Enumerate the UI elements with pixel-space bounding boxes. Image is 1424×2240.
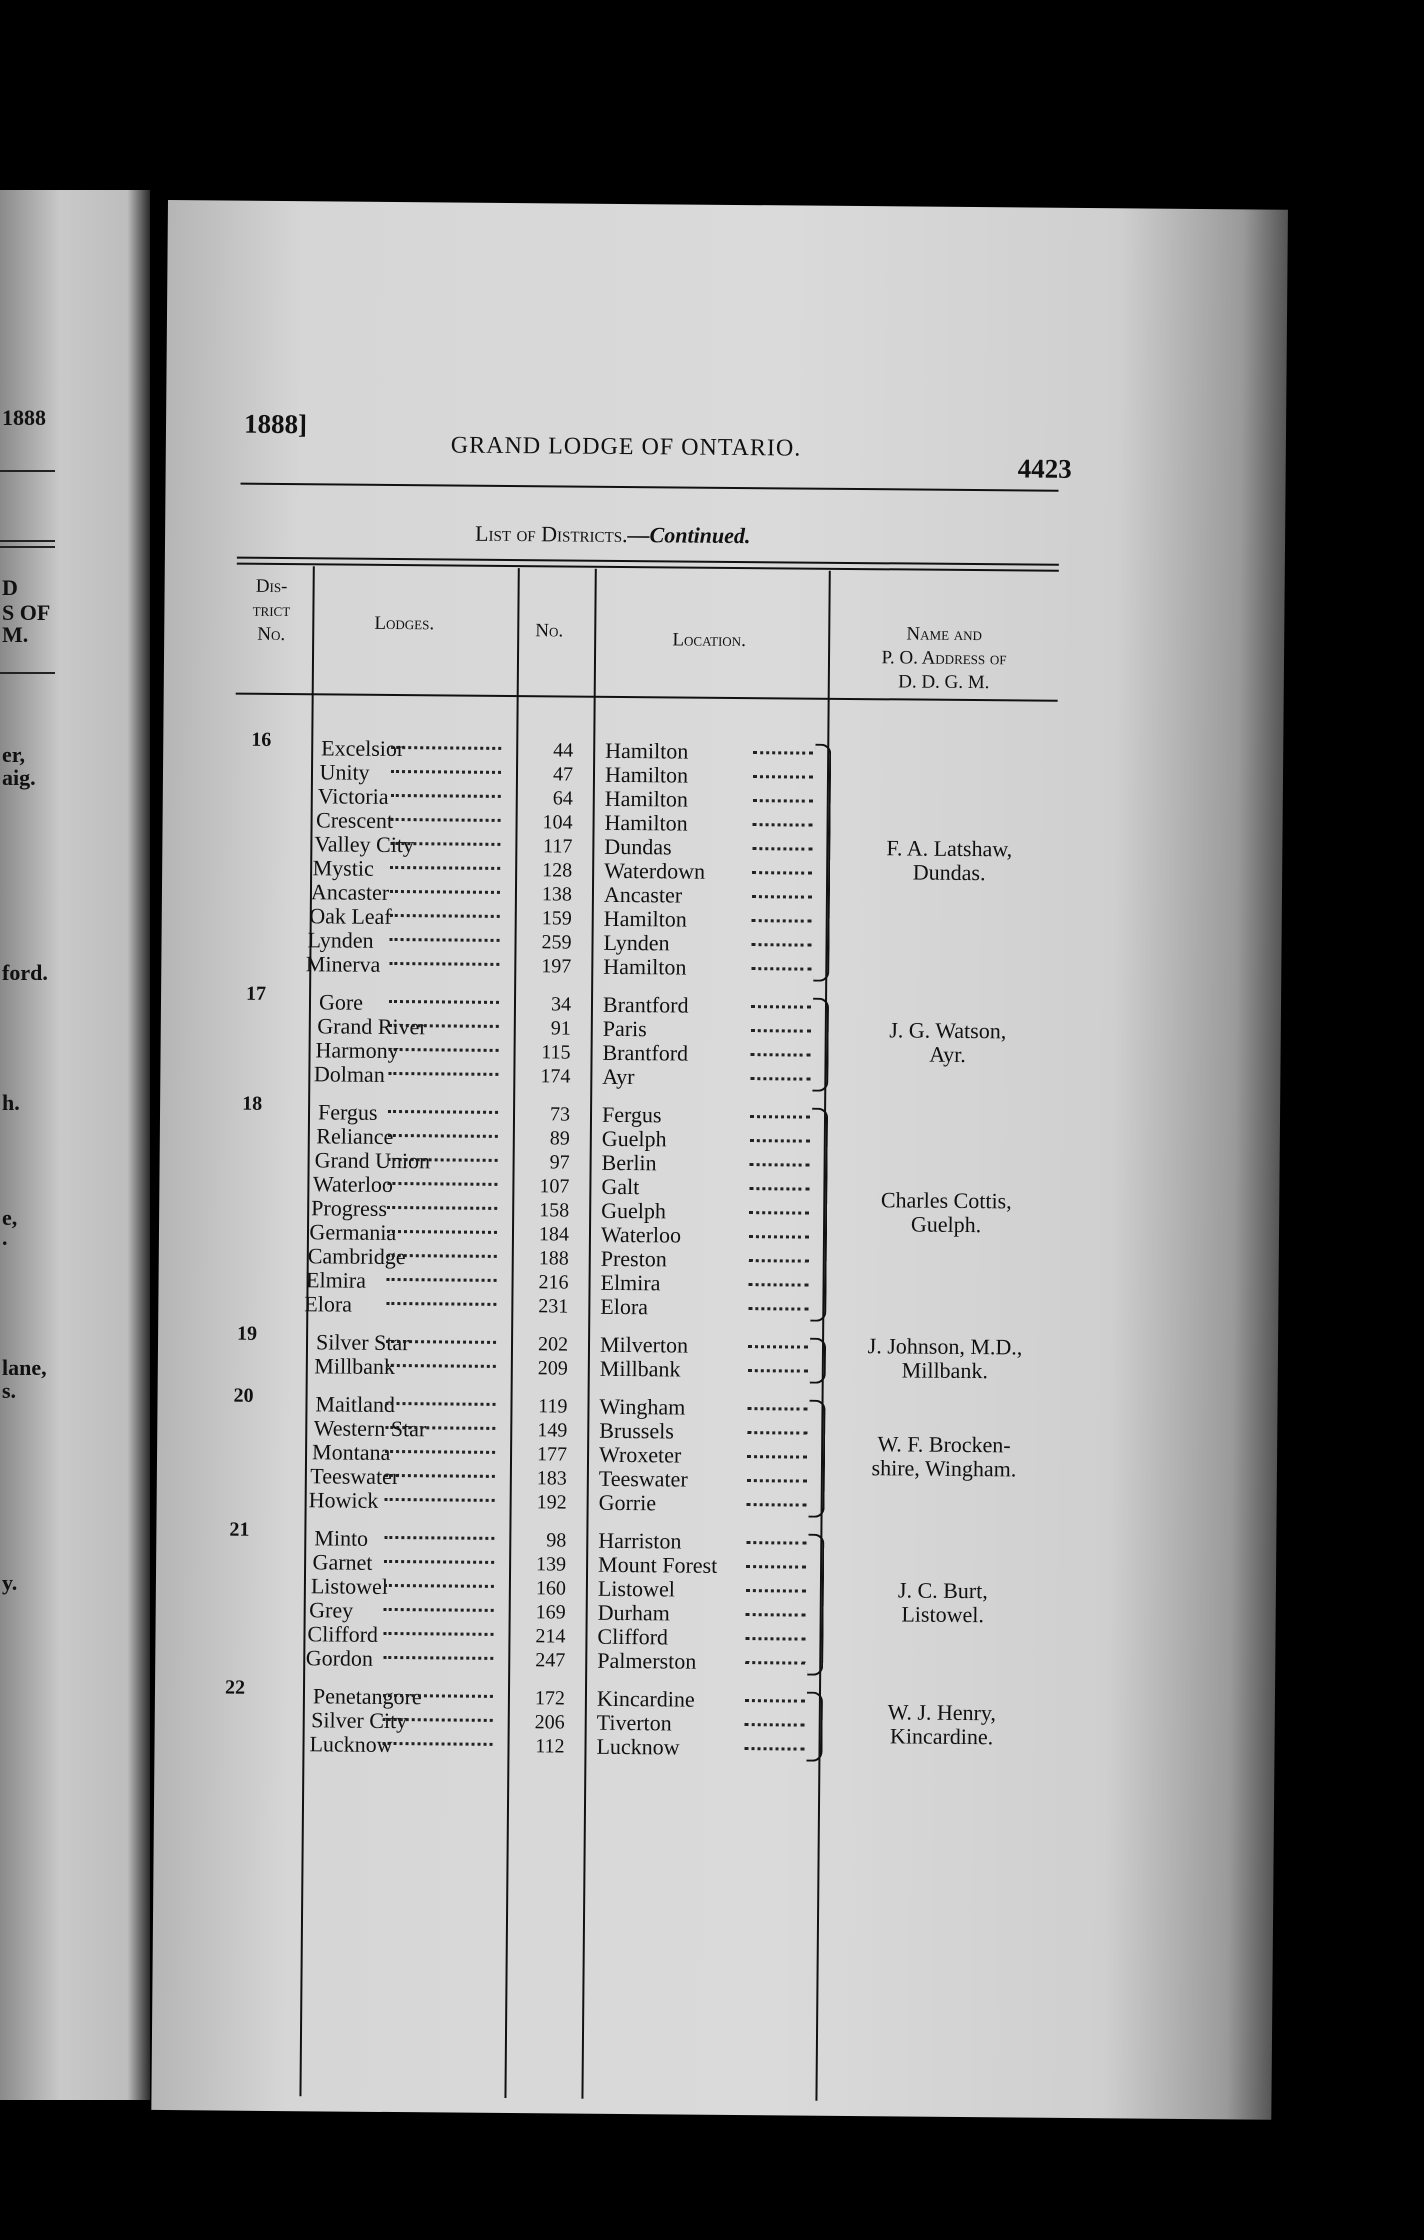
lodge-number: 112 [535, 1735, 565, 1758]
lodge-name: Maitland [315, 1391, 396, 1418]
lodge-name: Progress [311, 1195, 388, 1221]
leader-dots [752, 943, 812, 947]
leader-dots [746, 1589, 806, 1593]
header-rule [241, 483, 1059, 492]
lodge-location: Waterdown [604, 857, 706, 884]
lodge-number: 117 [543, 835, 573, 858]
leader-dots [391, 770, 501, 774]
lodge-number: 216 [538, 1271, 569, 1294]
leader-dots [752, 895, 812, 899]
leader-dots [747, 1431, 807, 1435]
lodge-row [157, 1464, 857, 1492]
ddgm-line: Listowel. [901, 1601, 985, 1628]
lodge-row [157, 1392, 857, 1420]
lodge-name: Grand River [317, 1013, 427, 1040]
lodge-name: Grey [309, 1597, 354, 1623]
lodge-number: 97 [549, 1151, 570, 1174]
lodge-location: Ancaster [603, 881, 683, 908]
lodge-location: Lucknow [596, 1733, 680, 1760]
lodge-number: 188 [538, 1247, 569, 1270]
lodge-row [162, 856, 862, 884]
lodge-location: Galt [601, 1173, 640, 1200]
ddgm-line: Millbank. [901, 1357, 989, 1384]
lodge-name: Gordon [305, 1645, 374, 1671]
leader-dots [390, 938, 500, 942]
lodge-name: Mystic [312, 855, 374, 881]
lodge-name: Lynden [307, 927, 374, 953]
leader-dots [390, 914, 500, 918]
lodge-location: Guelph [601, 1197, 667, 1224]
ddgm-line: Ayr. [929, 1041, 966, 1067]
table-title-text: List of Districts. [474, 520, 628, 548]
lodge-row [156, 1550, 856, 1578]
lodge-location: Paris [602, 1015, 647, 1042]
leader-dots [748, 1369, 808, 1373]
ddgm-name-address [830, 1334, 1060, 1384]
district-number: 16 [251, 728, 272, 751]
left-page-rule [0, 546, 55, 548]
table-title-continued: —Continued. [627, 522, 751, 549]
ddgm-name-address [832, 1018, 1062, 1068]
leader-dots [751, 967, 811, 971]
leader-dots [752, 871, 812, 875]
leader-dots [383, 1656, 493, 1660]
lodge-location: Dundas [604, 833, 672, 860]
lodge-name: Cambridge [307, 1243, 406, 1270]
lodge-number: 231 [538, 1295, 569, 1318]
lodge-row [154, 1732, 854, 1760]
leader-dots [752, 919, 812, 923]
grouping-brace [810, 1338, 826, 1384]
lodge-row [156, 1574, 856, 1602]
district-number: 20 [233, 1384, 254, 1407]
grouping-brace [810, 1108, 828, 1322]
ddgm-line: Guelph. [910, 1211, 982, 1238]
leader-dots [389, 1000, 499, 1004]
lodge-number: 73 [549, 1103, 571, 1126]
leader-dots [744, 1747, 804, 1751]
lodge-number: 177 [536, 1443, 568, 1466]
leader-dots [748, 1345, 808, 1349]
lodge-row [155, 1684, 855, 1712]
lodge-location: Fergus [601, 1101, 662, 1128]
col-head-ddgm-line-2: P. O. Address of [881, 647, 1007, 670]
lodge-number: 247 [535, 1649, 566, 1672]
ddgm-line: J. Johnson, M.D., [867, 1333, 1023, 1360]
left-page-rule [0, 672, 55, 674]
leader-dots [747, 1479, 807, 1483]
grouping-brace [812, 998, 829, 1092]
leader-dots [747, 1503, 807, 1507]
leader-dots [749, 1283, 809, 1287]
lodge-location: Guelph [601, 1125, 667, 1152]
left-page-fragment: aig. [2, 765, 36, 790]
leader-dots [750, 1115, 810, 1119]
leader-dots [391, 818, 501, 822]
ddgm-line: shire, Wingham. [871, 1455, 1017, 1482]
lodge-number: 169 [535, 1601, 566, 1624]
lodge-name: Unity [319, 759, 370, 785]
lodge-location: Millbank [599, 1355, 681, 1382]
district-number: 21 [229, 1518, 250, 1541]
leader-dots [751, 1053, 811, 1057]
lodge-row [155, 1622, 855, 1650]
grouping-brace [809, 1400, 826, 1518]
leader-dots [749, 1235, 809, 1239]
lodge-name: Crescent [315, 807, 394, 833]
leader-dots [753, 751, 813, 755]
lodge-row [159, 1172, 859, 1200]
ddgm-line: Charles Cottis, [880, 1187, 1012, 1214]
leader-dots [387, 1206, 497, 1210]
leader-dots [384, 1608, 494, 1612]
leader-dots [391, 794, 501, 798]
lodge-row [160, 1062, 860, 1090]
lodge-name: Lucknow [309, 1731, 393, 1758]
col-head-lodges: Lodges. [374, 612, 435, 635]
left-page-fragment: . [2, 1225, 8, 1250]
leader-dots [389, 962, 499, 966]
leader-dots [752, 847, 812, 851]
lodge-name: Excelsior [321, 735, 405, 762]
lodge-location: Brantford [602, 991, 689, 1018]
leader-dots [753, 775, 813, 779]
lodge-number: 139 [536, 1553, 567, 1576]
header-year: 1888] [243, 408, 308, 440]
running-title: GRAND LODGE OF ONTARIO. [450, 432, 802, 462]
lodge-row [161, 1014, 861, 1042]
grouping-brace [807, 1534, 824, 1676]
lodge-number: 47 [552, 763, 574, 786]
lodge-location: Berlin [601, 1149, 657, 1176]
lodge-location: Brussels [599, 1417, 674, 1444]
lodge-number: 104 [542, 811, 573, 834]
lodge-location: Hamilton [603, 905, 687, 932]
left-page-fragment: y. [2, 1570, 18, 1595]
lodge-location: Clifford [597, 1623, 669, 1650]
lodge-name: Dolman [313, 1061, 385, 1087]
lodge-row [163, 736, 863, 764]
lodge-location: Ayr [602, 1063, 635, 1090]
grouping-brace [806, 1692, 823, 1762]
lodge-name: Garnet [312, 1549, 373, 1575]
leader-dots [390, 866, 500, 870]
leader-dots [751, 1029, 811, 1033]
lodge-location: Palmerston [597, 1647, 697, 1674]
leader-dots [745, 1661, 805, 1665]
lodge-number: 149 [537, 1419, 568, 1442]
leader-dots [746, 1565, 806, 1569]
lodge-number: 119 [538, 1395, 568, 1418]
lodge-location: Kincardine [596, 1685, 695, 1712]
lodge-name: Oak Leaf [309, 903, 392, 929]
leader-dots [753, 823, 813, 827]
col-head-district-line-2: trict [252, 599, 291, 622]
lodge-name: Silver Star [315, 1329, 410, 1356]
lodge-location: Teeswater [598, 1465, 688, 1492]
lodge-name: Western Star [313, 1415, 427, 1442]
lodge-number: 64 [552, 787, 573, 810]
district-number: 17 [245, 982, 267, 1005]
lodge-name: Millbank [314, 1353, 396, 1380]
left-page-rule [0, 470, 55, 472]
lodge-row [155, 1646, 855, 1674]
lodge-row [157, 1440, 857, 1468]
lodge-row [156, 1598, 856, 1626]
ddgm-name-address [834, 836, 1064, 886]
lodge-name: Germania [309, 1219, 397, 1246]
lodge-row [163, 760, 863, 788]
lodge-name: Harmony [315, 1037, 399, 1064]
col-head-district-line-3: No. [257, 623, 286, 646]
lodge-name: Clifford [307, 1621, 379, 1647]
lodge-name: Valley City [314, 831, 415, 858]
leader-dots [749, 1211, 809, 1215]
lodge-number: 206 [534, 1711, 565, 1734]
lodge-location: Milverton [599, 1331, 689, 1358]
ddgm-line: W. J. Henry, [887, 1699, 997, 1726]
lodge-location: Mount Forest [598, 1551, 718, 1578]
lodge-location: Brantford [602, 1039, 689, 1066]
lodge-number: 183 [536, 1467, 567, 1490]
ddgm-line: J. C. Burt, [897, 1577, 988, 1604]
leader-dots [749, 1187, 809, 1191]
lodge-number: 98 [546, 1529, 567, 1552]
leader-dots [745, 1723, 805, 1727]
leader-dots [750, 1139, 810, 1143]
lodge-number: 44 [553, 739, 574, 762]
lodge-number: 89 [549, 1127, 570, 1150]
lodge-row [155, 1708, 855, 1736]
district-number: 18 [242, 1092, 263, 1115]
lodge-row [161, 928, 861, 956]
lodge-location: Wingham [599, 1393, 686, 1420]
left-page-fragment: s. [2, 1378, 17, 1403]
lodge-row [161, 952, 861, 980]
lodge-location: Hamilton [604, 761, 689, 788]
leader-dots [746, 1541, 806, 1545]
left-page-fragment: er, [2, 742, 26, 767]
lodge-row [158, 1354, 858, 1382]
grouping-brace [813, 744, 831, 982]
leader-dots [388, 1134, 498, 1138]
leader-dots [387, 1230, 497, 1234]
lodge-location: Hamilton [605, 737, 689, 764]
book-page [151, 200, 1288, 2120]
lodge-number: 107 [539, 1175, 570, 1198]
lodge-number: 209 [537, 1357, 568, 1380]
ddgm-name-address [829, 1432, 1059, 1482]
ddgm-name-address [828, 1578, 1058, 1628]
lodge-row [159, 1244, 859, 1272]
ddgm-line: J. G. Watson, [889, 1017, 1007, 1044]
lodge-name: Gore [318, 989, 364, 1015]
left-page-fragment: h. [2, 1090, 20, 1115]
leader-dots [387, 1278, 497, 1282]
lodge-row [160, 1100, 860, 1128]
ddgm-line: F. A. Latshaw, [886, 835, 1013, 862]
left-page-fragment: D [2, 575, 18, 600]
leader-dots [388, 1110, 498, 1114]
lodge-number: 160 [535, 1577, 566, 1600]
leader-dots [753, 799, 813, 803]
lodge-name: Minerva [305, 951, 381, 977]
leader-dots [749, 1259, 809, 1263]
lodge-location: Hamilton [604, 809, 688, 836]
lodge-row [163, 808, 863, 836]
col-head-ddgm [824, 622, 1065, 696]
leader-dots [391, 746, 501, 750]
leader-dots [387, 1182, 497, 1186]
ddgm-line: Kincardine. [889, 1723, 994, 1750]
lodge-name: Listowel [310, 1573, 389, 1599]
lodge-name: Reliance [316, 1123, 394, 1150]
leader-dots [386, 1364, 496, 1368]
left-page-fragment: e, [2, 1205, 18, 1230]
leader-dots [746, 1613, 806, 1617]
lodge-name: Waterloo [312, 1171, 394, 1198]
lodge-number: 91 [550, 1017, 571, 1040]
lodge-name: Grand Union [314, 1147, 431, 1174]
lodge-number: 259 [541, 931, 572, 954]
lodge-location: Elmira [600, 1269, 661, 1296]
lodge-row [162, 904, 862, 932]
lodge-name: Elora [304, 1291, 353, 1317]
lodge-number: 197 [541, 955, 572, 978]
lodge-location: Wroxeter [598, 1441, 682, 1468]
leader-dots [383, 1632, 493, 1636]
lodge-name: Ancaster [310, 879, 390, 905]
leader-dots [747, 1407, 807, 1411]
lodge-name: Howick [308, 1487, 379, 1513]
previous-page-fragment [0, 190, 150, 2100]
lodge-name: Elmira [305, 1267, 367, 1293]
lodge-location: Tiverton [596, 1709, 672, 1736]
lodge-row [158, 1292, 858, 1320]
lodge-location: Listowel [597, 1575, 676, 1602]
lodge-location: Elora [600, 1293, 649, 1320]
leader-dots [384, 1584, 494, 1588]
lodge-row [160, 1124, 860, 1152]
leader-dots [751, 1005, 811, 1009]
lodge-row [158, 1268, 858, 1296]
leader-dots [750, 1077, 810, 1081]
lodge-row [162, 832, 862, 860]
lodge-number: 159 [541, 907, 572, 930]
lodge-name: Minto [314, 1525, 369, 1551]
lodge-row [159, 1220, 859, 1248]
lodge-number: 158 [539, 1199, 570, 1222]
lodge-name: Teeswater [310, 1463, 400, 1490]
lodge-location: Waterloo [600, 1221, 682, 1248]
ddgm-name-address [827, 1700, 1057, 1750]
leader-dots [386, 1302, 496, 1306]
lodge-number: 214 [535, 1625, 566, 1648]
col-head-district [236, 575, 307, 648]
lodge-number: 202 [537, 1333, 569, 1356]
leader-dots [747, 1455, 807, 1459]
lodge-location: Lynden [603, 929, 670, 956]
lodge-row [160, 1148, 860, 1176]
lodge-number: 128 [542, 859, 573, 882]
lodge-row [160, 1038, 860, 1066]
lodge-name: Penetangore [312, 1683, 422, 1710]
left-page-fragment: ford. [2, 960, 48, 985]
lodge-number: 172 [534, 1687, 566, 1710]
lodge-number: 34 [550, 993, 572, 1016]
lodge-row [156, 1526, 856, 1554]
lodge-number: 184 [538, 1223, 570, 1246]
lodge-row [158, 1330, 858, 1358]
lodge-row [157, 1416, 857, 1444]
lodge-number: 192 [536, 1491, 567, 1514]
lodge-number: 138 [541, 883, 573, 906]
left-page-fragment: S OF [2, 600, 51, 625]
lodge-row [163, 784, 863, 812]
lodge-row [161, 990, 861, 1018]
page-number: 4423 [1017, 453, 1072, 484]
leader-dots [384, 1560, 494, 1564]
leader-dots [390, 890, 500, 894]
lodge-location: Hamilton [604, 785, 689, 812]
left-page-fragment: lane, [2, 1355, 47, 1380]
leader-dots [383, 1742, 493, 1746]
leader-dots [384, 1536, 494, 1540]
leader-dots [385, 1402, 495, 1406]
leader-dots [745, 1699, 805, 1703]
left-page-fragment: 1888 [2, 405, 46, 430]
left-page-fragment: M. [2, 622, 29, 647]
ddgm-line: Dundas. [912, 859, 986, 886]
district-number: 22 [224, 1676, 246, 1699]
lodge-location: Preston [600, 1245, 667, 1272]
lodge-number: 115 [541, 1041, 571, 1064]
leader-dots [750, 1163, 810, 1167]
leader-dots [388, 1072, 498, 1076]
lodge-location: Harriston [598, 1527, 682, 1554]
left-page-rule [0, 540, 55, 542]
ddgm-name-address [831, 1188, 1061, 1238]
col-head-ddgm-line-1: Name and [906, 623, 983, 646]
lodge-name: Fergus [317, 1099, 378, 1125]
col-head-ddgm-line-3: D. D. G. M. [898, 671, 990, 694]
lodge-name: Silver City [311, 1707, 408, 1734]
lodge-name: Montana [311, 1439, 391, 1465]
table-title [475, 521, 751, 549]
col-head-no: No. [535, 620, 564, 642]
lodge-location: Durham [597, 1599, 670, 1626]
district-number: 19 [237, 1322, 258, 1345]
lodge-row [159, 1196, 859, 1224]
ddgm-line: W. F. Brocken- [877, 1431, 1011, 1458]
leader-dots [385, 1450, 495, 1454]
leader-dots [385, 1498, 495, 1502]
col-head-district-line-1: Dis- [255, 575, 288, 598]
leader-dots [745, 1637, 805, 1641]
lodge-name: Victoria [317, 783, 389, 809]
lodge-row [157, 1488, 857, 1516]
lodge-location: Hamilton [603, 953, 687, 980]
lodge-number: 174 [540, 1065, 571, 1088]
col-head-location: Location. [672, 629, 746, 652]
lodge-row [162, 880, 862, 908]
leader-dots [389, 1048, 499, 1052]
leader-dots [748, 1307, 808, 1311]
leader-dots [385, 1474, 495, 1478]
lodge-location: Gorrie [598, 1489, 657, 1516]
